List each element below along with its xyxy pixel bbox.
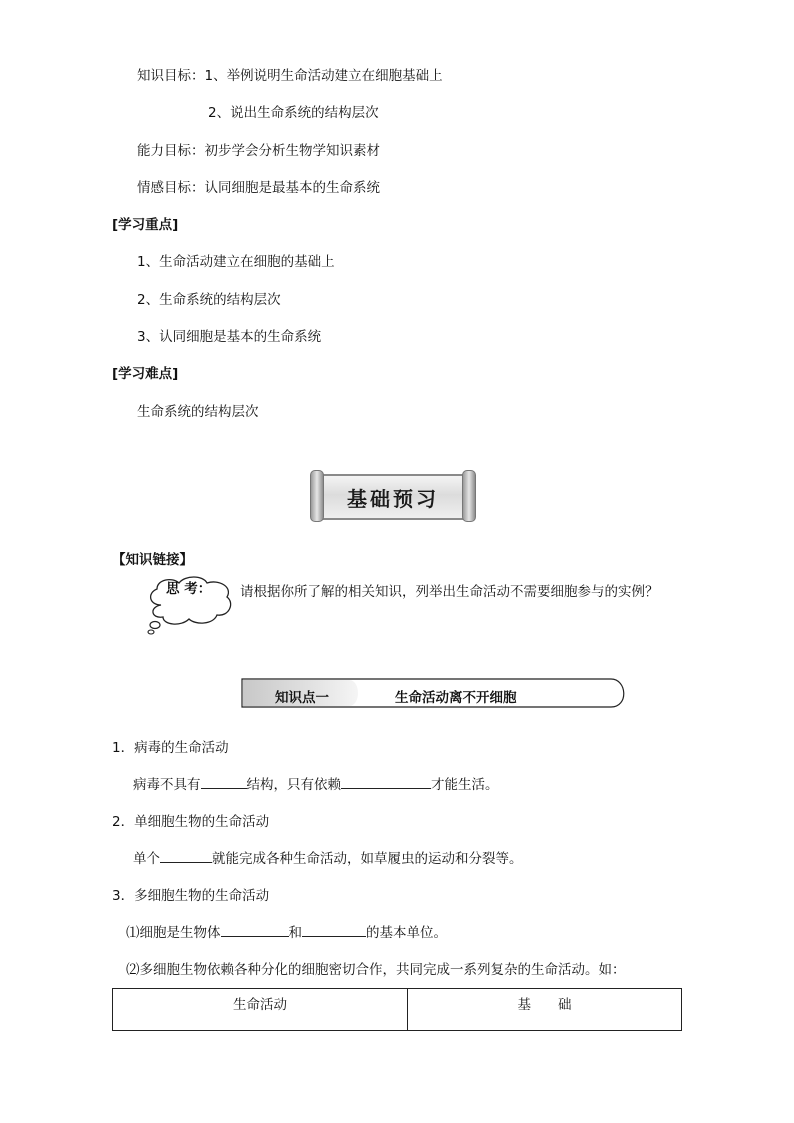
section-2-text-a: 单个 xyxy=(133,851,160,867)
think-question: 请根据你所了解的相关知识，列举出生命活动不需要细胞参与的实例？ xyxy=(240,584,659,600)
section-1-text-a: 病毒不具有 xyxy=(133,777,201,793)
fill-blank[interactable] xyxy=(341,774,431,789)
section-3-sub-1-text-c: 的基本单位。 xyxy=(366,925,447,941)
knowledge-objective-label: 知识目标： xyxy=(137,68,205,84)
activity-basis-table xyxy=(112,988,682,1031)
section-banner xyxy=(310,470,476,520)
knowledge-point-tag: 知识点一 xyxy=(275,690,329,706)
key-point-item: 3、认同细胞是基本的生命系统 xyxy=(137,329,322,345)
think-label: 思 考： xyxy=(166,581,212,597)
table-header-row xyxy=(113,989,682,1031)
key-points-heading: [学习重点] xyxy=(112,217,179,233)
section-1-body xyxy=(133,773,499,793)
table-header-cell: 基 础 xyxy=(408,989,682,1031)
fill-blank[interactable] xyxy=(201,774,247,789)
ability-objective-label: 能力目标： xyxy=(137,143,205,159)
fill-blank[interactable] xyxy=(302,922,366,937)
ability-objective-text: 初步学会分析生物学知识素材 xyxy=(204,143,380,159)
section-2-title: 2．单细胞生物的生命活动 xyxy=(112,814,270,830)
section-3-sub-1 xyxy=(126,921,447,941)
section-3-sub-1-text-b: 和 xyxy=(288,925,302,941)
difficulties-text: 生命系统的结构层次 xyxy=(137,404,259,420)
key-point-item: 2、生命系统的结构层次 xyxy=(137,292,281,308)
emotion-objective xyxy=(137,176,380,196)
knowledge-point-bar xyxy=(241,678,625,708)
section-3-sub-1-text-a: ⑴细胞是生物体 xyxy=(126,925,221,941)
fill-blank[interactable] xyxy=(221,922,289,937)
key-point-item: 1、生命活动建立在细胞的基础上 xyxy=(137,254,335,270)
emotion-objective-text: 认同细胞是最基本的生命系统 xyxy=(204,180,380,196)
emotion-objective-label: 情感目标： xyxy=(137,180,205,196)
banner-title: 基础预习 xyxy=(347,487,439,511)
section-2-body xyxy=(133,847,523,867)
section-3-sub-2: ⑵多细胞生物依赖各种分化的细胞密切合作，共同完成一系列复杂的生命活动。如： xyxy=(126,962,626,978)
fill-blank[interactable] xyxy=(160,848,212,863)
section-1-title: 1．病毒的生命活动 xyxy=(112,740,229,756)
difficulties-heading: [学习难点] xyxy=(112,366,179,382)
section-2-text-b: 就能完成各种生命活动，如草履虫的运动和分裂等。 xyxy=(212,851,523,867)
section-3-title: 3．多细胞生物的生命活动 xyxy=(112,888,270,904)
knowledge-objective xyxy=(137,64,443,84)
knowledge-objective-item-2: 2、说出生命系统的结构层次 xyxy=(208,105,379,121)
knowledge-objective-item-1: 1、举例说明生命活动建立在细胞基础上 xyxy=(204,68,443,84)
section-1-text-b: 结构，只有依赖 xyxy=(246,777,341,793)
knowledge-point-title: 生命活动离不开细胞 xyxy=(395,690,517,706)
section-1-text-c: 才能生活。 xyxy=(431,777,499,793)
knowledge-link-heading: 【知识链接】 xyxy=(112,552,193,568)
table-header-cell: 生命活动 xyxy=(113,989,408,1031)
ability-objective xyxy=(137,139,380,159)
